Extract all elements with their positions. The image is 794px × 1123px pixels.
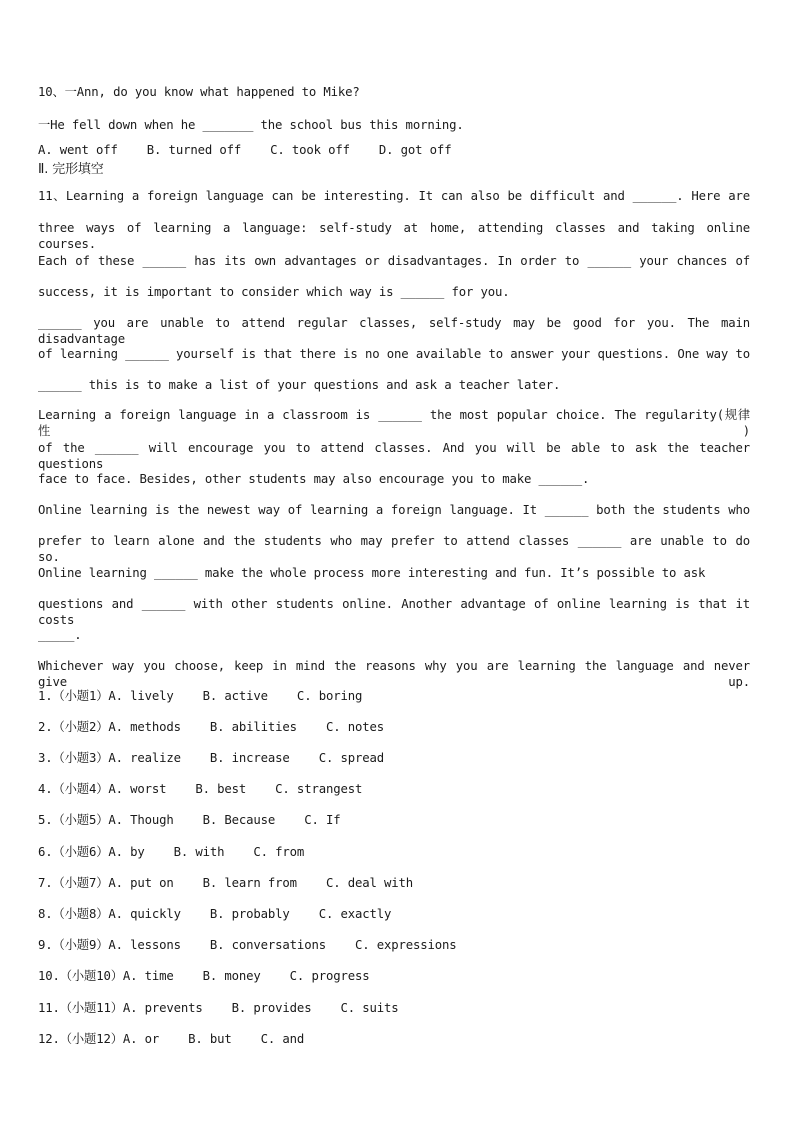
passage-line: of the ______ will encourage you to attend classes. And you will be able to ask the teacher questions (38, 441, 750, 471)
passage-line: _____. (38, 628, 82, 642)
q10-options: A. went off B. turned off C. took off D. got off (38, 143, 452, 157)
subquestion-item: 12.（小题12）A. or B. but C. and (38, 1032, 305, 1046)
subquestion-item: 7.（小题7）A. put on B. learn from C. deal with (38, 876, 413, 890)
passage-line: Learning a foreign language in a classroom is ______ the most popular choice. The regularity(规律性) (38, 408, 750, 438)
passage-line: face to face. Besides, other students may also encourage you to make ______. (38, 472, 590, 486)
subquestion-item: 9.（小题9）A. lessons B. conversations C. expressions (38, 938, 457, 952)
passage-line: 11、Learning a foreign language can be interesting. It can also be difficult and ______. Here are (38, 189, 750, 203)
passage-line: success, it is important to consider which way is ______ for you. (38, 285, 510, 299)
passage-line: ______ this is to make a list of your questions and ask a teacher later. (38, 378, 561, 392)
passage-line: Each of these ______ has its own advantages or disadvantages. In order to ______ your chances of (38, 254, 750, 268)
passage-line: of learning ______ yourself is that there is no one available to answer your questions. One way to (38, 347, 750, 361)
q10-question: 10、一Ann, do you know what happened to Mike? (38, 85, 360, 99)
passage-line: Online learning is the newest way of learning a foreign language. It ______ both the students who (38, 503, 750, 517)
q10-answer-line: 一He fell down when he _______ the school bus this morning. (38, 118, 464, 132)
section-title: Ⅱ. 完形填空 (38, 162, 104, 177)
passage-line: ______ you are unable to attend regular classes, self-study may be good for you. The main disadvantage (38, 316, 750, 346)
subquestion-item: 6.（小题6）A. by B. with C. from (38, 845, 305, 859)
passage-line: three ways of learning a language: self-study at home, attending classes and taking online courses. (38, 221, 750, 251)
passage-line: Whichever way you choose, keep in mind the reasons why you are learning the language and never give up. (38, 659, 750, 689)
passage-line: prefer to learn alone and the students who may prefer to attend classes ______ are unable to do so. (38, 534, 750, 564)
subquestion-item: 3.（小题3）A. realize B. increase C. spread (38, 751, 384, 765)
subquestion-item: 1.（小题1）A. lively B. active C. boring (38, 689, 363, 703)
passage-line: Online learning ______ make the whole process more interesting and fun. It’s possible to ask (38, 566, 706, 580)
subquestion-item: 4.（小题4）A. worst B. best C. strangest (38, 782, 363, 796)
passage-line: questions and ______ with other students online. Another advantage of online learning is that it costs (38, 597, 750, 627)
subquestion-item: 10.（小题10）A. time B. money C. progress (38, 969, 370, 983)
subquestion-item: 11.（小题11）A. prevents B. provides C. suits (38, 1001, 399, 1015)
subquestion-item: 8.（小题8）A. quickly B. probably C. exactly (38, 907, 392, 921)
subquestion-item: 2.（小题2）A. methods B. abilities C. notes (38, 720, 384, 734)
subquestion-item: 5.（小题5）A. Though B. Because C. If (38, 813, 341, 827)
